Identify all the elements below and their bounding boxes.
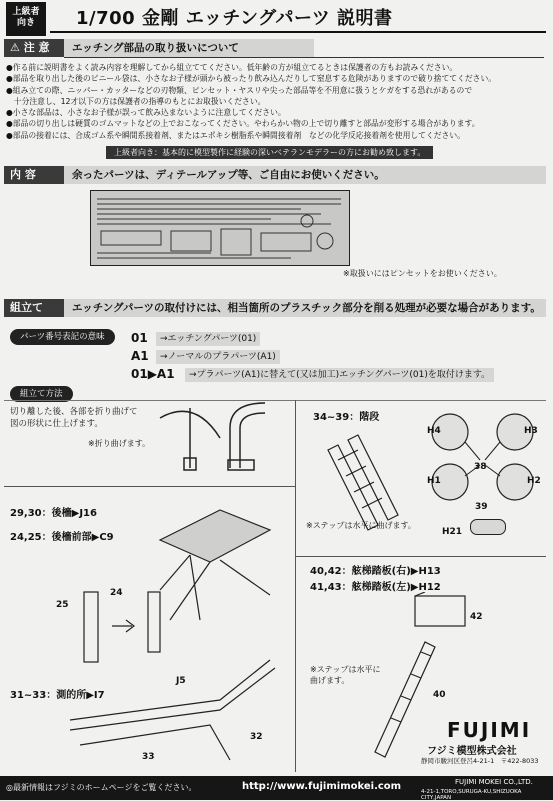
label-h1: H1 xyxy=(427,476,441,486)
survey-diagram xyxy=(60,650,290,770)
fujimi-logo: FUJIMI xyxy=(447,718,532,742)
stairs-note: ※ステップは水平に曲げます。 xyxy=(306,521,416,530)
caution-bullet: ●作る前に説明書をよく読み内容を理解してから組立ててください。低年齢の方が組立てるときは保護者の方もお読みください。 xyxy=(6,63,458,72)
method-text xyxy=(10,406,138,430)
gangway-note-line: 曲げます。 xyxy=(310,676,350,685)
mast-title: 29,30：後檣▶J16 xyxy=(10,508,97,519)
hatch-h21-part xyxy=(470,519,506,535)
assembly-heading: エッチングパーツの取付けには、相当箇所のプラスチック部分を削る処理が必要な場合があります。 xyxy=(64,299,546,317)
legend-code-replace: 01▶A1 xyxy=(131,367,175,381)
stairs-title: 34~39：階段 xyxy=(313,412,380,423)
caution-rule xyxy=(64,57,544,58)
title-rule xyxy=(50,31,546,33)
label-42: 42 xyxy=(470,612,483,622)
caution-bullets xyxy=(6,62,546,141)
page-title: 1/700 金剛 エッチングパーツ 説明書 xyxy=(76,8,393,29)
method-pill: 組立て方法 xyxy=(10,386,73,402)
legend-desc-plastic: →ノーマルのプラパーツ(A1) xyxy=(156,350,280,364)
caution-bullet: 十分注意し、12才以下の方は保護者の指導のもとにお取扱いください。 xyxy=(6,96,266,106)
legend-desc-etch: →エッチングパーツ(01) xyxy=(156,332,260,346)
label-h21: H21 xyxy=(442,527,463,537)
label-j5: J5 xyxy=(176,676,186,686)
badge-line2: 向き xyxy=(16,18,35,28)
steps-divider xyxy=(295,400,296,772)
company-address-en: 4-21-1,TORO,SURUGA-KU,SHIZUOKA CITY,JAPAN xyxy=(421,789,522,801)
company-name: フジミ模型株式会社 xyxy=(427,746,517,757)
method-bottom-rule xyxy=(4,486,295,487)
tweezers-note: ※取扱いにはピンセットをお使いください。 xyxy=(343,269,502,278)
label-40: 40 xyxy=(433,690,446,700)
legend-pill: パーツ番号表記の意味 xyxy=(10,329,115,345)
footer-url[interactable]: http://www.fujimimokei.com xyxy=(242,781,402,792)
label-39: 39 xyxy=(475,502,488,512)
gangway-note-line: ※ステップは水平に xyxy=(310,665,381,674)
caution-bullet: ●組み立ての際、ニッパー・カッターなどの刃物類、ピンセット・ヤスリや尖った部品等を不用意に扱うとケガをする恐れがあるので xyxy=(6,85,473,95)
gangway-left-title: 41,43：舷梯踏板(左)▶H12 xyxy=(310,582,441,593)
caution-bullet: ●小さな部品は、小さなお子様が誤って飲み込まないように注意してください。 xyxy=(6,108,286,118)
caution-bullet: ●部品の切り出しは硬質のゴムマットなどの上でおこなってください。やわらかい物の上で切り離すと部品が変形する場合があります。 xyxy=(6,119,480,129)
gangway-right-title: 40,42：舷梯踏板(右)▶H13 xyxy=(310,566,441,577)
label-38: 38 xyxy=(474,462,487,472)
company-name-en: FUJIMI MOKEI CO.,LTD. xyxy=(455,778,533,786)
caution-label: ⚠ 注 意 xyxy=(4,39,64,57)
footer-text: ◎最新情報はフジミのホームページをご覧ください。 xyxy=(6,783,197,792)
label-h2: H2 xyxy=(527,476,541,486)
advanced-note: 上級者向き：基本的に模型製作に経験の深いベテランモデラーの方にお勧め致します。 xyxy=(106,146,433,159)
legend-code-etch: 01 xyxy=(131,331,148,345)
label-32: 32 xyxy=(250,732,263,742)
gangway-note xyxy=(310,664,381,686)
etching-fret xyxy=(90,190,350,266)
caution-heading: エッチング部品の取り扱いについて xyxy=(64,39,314,57)
mast-front-title: 24,25：後檣前部▶C9 xyxy=(10,532,114,543)
label-h3: H3 xyxy=(524,426,538,436)
label-33: 33 xyxy=(142,752,155,762)
fret-parts-drawing xyxy=(91,191,349,265)
caution-bullet: ●部品を取り出した後のビニール袋は、小さなお子様が頭から被ったり飲み込んだりして窒息する危険がありますので破り捨ててください。 xyxy=(6,74,497,84)
contents-label: 内 容 xyxy=(4,166,64,184)
company-address: 静岡市駿河区登呂4-21-1 〒422-8033 xyxy=(421,757,539,765)
contents-heading: 余ったパーツは、ディテールアップ等、ご自由にお使いください。 xyxy=(64,166,546,184)
legend-code-plastic: A1 xyxy=(131,349,149,363)
badge-line1: 上級者 xyxy=(12,7,40,17)
fold-note: ※折り曲げます。 xyxy=(88,439,151,448)
advanced-badge xyxy=(6,2,46,36)
legend-desc-replace: →プラパーツ(A1)に替えて(又は加工)エッチングパーツ(01)を取付けます。 xyxy=(185,368,494,382)
method-text-line: 切り離した後、各部を折り曲げて xyxy=(10,407,138,417)
method-text-line: 図の形状に仕上げます。 xyxy=(10,419,103,429)
fold-diagram xyxy=(150,398,280,478)
caution-bullet: ●部品の接着には、合成ゴム系や瞬間系接着剤、またはエポキシ樹脂系や瞬間接着剤 などの化学反応接着剤を使用してください。 xyxy=(6,130,465,140)
label-h4: H4 xyxy=(427,426,441,436)
label-25: 25 xyxy=(56,600,69,610)
footer-bar xyxy=(0,776,553,800)
steps-top-rule xyxy=(4,400,546,401)
assembly-label: 組立て xyxy=(4,299,64,317)
label-24: 24 xyxy=(110,588,123,598)
survey-title: 31~33：測的所▶I7 xyxy=(10,690,105,701)
stairs-bottom-rule xyxy=(295,556,546,557)
